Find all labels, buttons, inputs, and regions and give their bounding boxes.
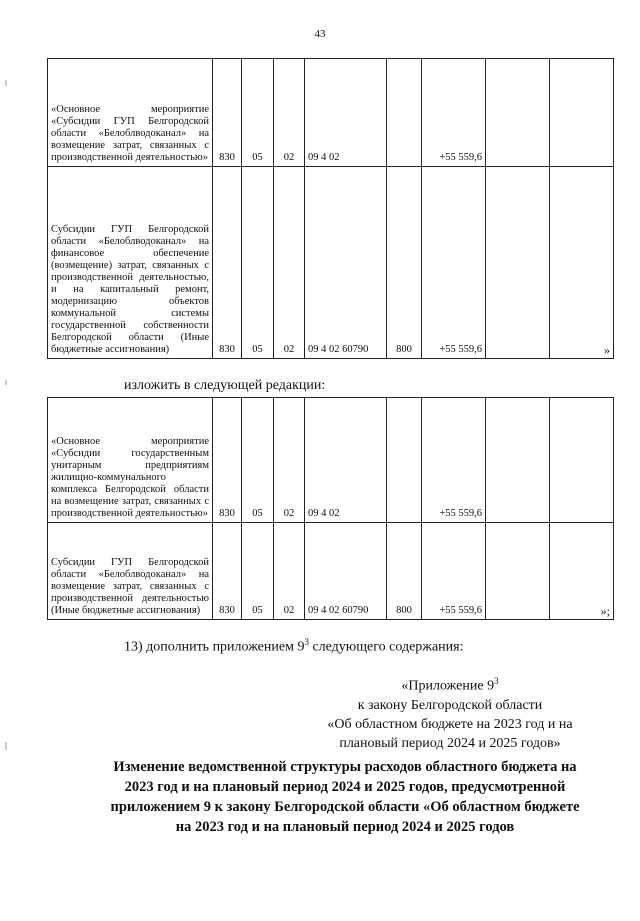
cell-ved: 830 [213,59,242,167]
annex-sup: 3 [494,676,499,686]
cell-vr [387,59,422,167]
annex-line-2: к закону Белгородской области [357,697,543,713]
row-description: Субсидии ГУП Белгородской области «Белоблводоканал» на финансовое обеспечение (возмещение) затрат, связанных с производственной деятельностью, и на капитальный ремонт, модернизацию объектов коммунальной системы государственной собственности Белгородской области (Иные бюджетные ассигнования) [48,167,213,359]
annex-line-4: плановый период 2024 и 2025 годов» [339,735,561,751]
annex-reference [300,672,600,753]
table-row [48,398,614,523]
annex-line-1 [300,672,600,696]
cell-csr: 09 4 02 [305,59,387,167]
cell-pr: 02 [274,167,305,359]
intro-text: изложить в следующей редакции: [124,378,326,393]
cell-ved: 830 [213,398,242,523]
cell-rz: 05 [242,398,274,523]
page-number: 43 [314,28,326,40]
annex-title: «Приложение 9 [401,678,495,694]
budget-table-new [47,397,614,620]
cell-rz: 05 [242,523,274,620]
cell-amount: +55 559,6 [422,59,486,167]
cell-amount: +55 559,6 [422,398,486,523]
cell-vr: 800 [387,167,422,359]
heading-line-4: на 2023 год и на плановый период 2024 и 2025 годов [175,819,515,835]
document-heading [80,757,610,837]
cell-ved: 830 [213,167,242,359]
cell-end: »; [550,523,614,620]
heading-line-2: 2023 год и на плановый период 2024 и 2025 годов, предусмотренной [124,779,566,795]
annex-line-3: «Об областном бюджете на 2023 год и на [327,716,573,732]
cell-rz: 05 [242,167,274,359]
item-13-text [124,637,464,656]
cell-end: » [550,167,614,359]
cell-empty [486,398,550,523]
scan-edge-mark [5,380,7,385]
cell-vr: 800 [387,523,422,620]
budget-table-old [47,58,614,359]
heading-line-3: приложением 9 к закону Белгородской области «Об областном бюджете [110,799,580,815]
table-row [48,523,614,620]
cell-end [550,398,614,523]
cell-rz: 05 [242,59,274,167]
scan-edge-mark [5,80,7,86]
heading-line-1: Изменение ведомственной структуры расходов областного бюджета на [113,759,577,775]
row-description: «Основное мероприятие «Субсидии ГУП Белгородской области «Белоблводоканал» на возмещение затрат, связанных с производственной деятельностью» [48,59,213,167]
cell-empty [486,59,550,167]
cell-empty [486,523,550,620]
scan-edge-mark [5,742,7,750]
cell-pr: 02 [274,398,305,523]
cell-csr: 09 4 02 60790 [305,523,387,620]
cell-end [550,59,614,167]
item-13-prefix: 13) дополнить приложением 9 [124,639,305,655]
row-description: «Основное мероприятие «Субсидии государственным унитарным предприятиям жилищно-коммунального комплекса Белгородской области на возмещение затрат, связанных с производственной деятельностью» [48,398,213,523]
table-row [48,167,614,359]
cell-ved: 830 [213,523,242,620]
cell-pr: 02 [274,523,305,620]
row-description: Субсидии ГУП Белгородской области «Белоблводоканал» на возмещение затрат, связанных с производственной деятельностью (Иные бюджетные ассигнования) [48,523,213,620]
cell-empty [486,167,550,359]
cell-amount: +55 559,6 [422,523,486,620]
item-13-sup: 3 [304,637,309,647]
cell-csr: 09 4 02 [305,398,387,523]
table-row [48,59,614,167]
item-13-suffix: следующего содержания: [308,639,464,655]
cell-amount: +55 559,6 [422,167,486,359]
cell-vr [387,398,422,523]
cell-csr: 09 4 02 60790 [305,167,387,359]
cell-pr: 02 [274,59,305,167]
